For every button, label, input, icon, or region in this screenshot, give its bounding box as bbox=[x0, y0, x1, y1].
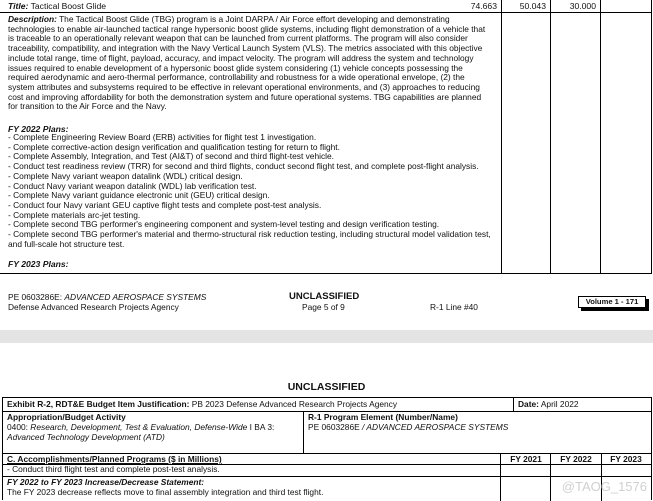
list-item: - Complete materials arc-jet testing. bbox=[8, 209, 141, 220]
row-divider bbox=[0, 12, 652, 13]
header-classification: UNCLASSIFIED bbox=[287, 381, 366, 393]
column-divider bbox=[550, 0, 551, 274]
budget-justification-table bbox=[2, 397, 652, 500]
footer-r1-line: R-1 Line #40 bbox=[430, 302, 478, 312]
volume-box: Volume 1 - 171 bbox=[578, 296, 646, 308]
increase-decrease-text: The FY 2023 decrease reflects move to final assembly integration and third test flight. bbox=[7, 487, 324, 497]
fy2022-plans-heading: FY 2022 Plans: bbox=[8, 124, 69, 134]
list-item: - Complete Navy variant guidance electronic unit (GEU) critical design. bbox=[8, 190, 270, 201]
r1-code: PE 0603286E bbox=[308, 422, 360, 432]
section-heading: C. Accomplishments/Planned Programs ($ in Millions) bbox=[7, 454, 222, 464]
appropriation-label: Appropriation/Budget Activity bbox=[7, 412, 126, 422]
date-cell bbox=[518, 400, 579, 410]
column-divider bbox=[550, 453, 551, 501]
list-item: - Complete second TBG performer's engineering component and system-level testing and design verification testing. bbox=[8, 219, 440, 230]
list-item: - Complete Assembly, Integration, and Test (AI&T) of second and third flight-test vehicle. bbox=[8, 151, 335, 162]
increase-decrease-heading: FY 2022 to FY 2023 Increase/Decrease Statement: bbox=[7, 477, 205, 487]
r1-element-label: R-1 Program Element (Number/Name) bbox=[308, 412, 458, 422]
footer-pe-name: ADVANCED AEROSPACE SYSTEMS bbox=[64, 292, 207, 302]
page-separator bbox=[0, 330, 653, 343]
appropriation-text: Research, Development, Test & Evaluation, Defense-Wide bbox=[30, 422, 248, 432]
footer-page-number: Page 5 of 9 bbox=[302, 302, 345, 312]
fy2021-value: 74.663 bbox=[470, 1, 497, 11]
exhibit-label: Exhibit R-2, RDT&E Budget Item Justification: bbox=[7, 399, 190, 409]
exhibit-value: PB 2023 Defense Advanced Research Projects Agency bbox=[191, 399, 398, 409]
program-description bbox=[8, 15, 488, 112]
appropriation-value bbox=[7, 423, 299, 443]
list-item: - Complete second TBG performer's material and thermo-structural risk reduction testing, including structural model validation test, and full-scale hot structure test. bbox=[8, 229, 491, 249]
exhibit-header bbox=[7, 400, 397, 410]
date-value: April 2022 bbox=[540, 399, 579, 409]
date-label: Date: bbox=[518, 399, 539, 409]
title-value: Tactical Boost Glide bbox=[30, 1, 107, 11]
program-title bbox=[8, 1, 106, 11]
fy2022-value: 50.043 bbox=[519, 1, 546, 11]
appropriation-ba: I BA 3: bbox=[249, 422, 275, 432]
title-label: Title: bbox=[8, 1, 29, 11]
footer-agency: Defense Advanced Research Projects Agency bbox=[8, 302, 179, 312]
watermark: @TAOG_1576 bbox=[561, 479, 647, 494]
fy2021-header: FY 2021 bbox=[510, 454, 542, 464]
r1-name: / ADVANCED AEROSPACE SYSTEMS bbox=[362, 422, 509, 432]
list-item: - Complete Engineering Review Board (ERB) activities for flight test 1 investigation. bbox=[8, 132, 317, 142]
r1-element-value bbox=[308, 423, 508, 433]
fy2023-header: FY 2023 bbox=[610, 454, 642, 464]
list-item: - Complete corrective-action design verification and qualification testing for return to flight. bbox=[8, 141, 340, 152]
footer-classification: UNCLASSIFIED bbox=[289, 291, 360, 302]
description-text: The Tactical Boost Glide (TBG) program is a Joint DARPA / Air Force effort developing and demonstrating technologies to enable air-launched tactical range hypersonic boost glide systems, including flight demonstration of a vehicle that is traceable to an operationally relevant weapon that can be launched from current platforms. The program will also consider traceability, compatibility, and integration with the Navy Vertical Launch System (VLS). The metrics associated with this objective include total range, time of flight, payload, accuracy, and impact velocity. The program will address the system and technology issues required to enable development of a hypersonic boost glide system considering (1) vehicle concepts possessing the required aerodynamic and aero-thermal performance, controllability and robustness for a wide operational envelope, (2) the system attributes and subsystems required to be effective in relevant operational environments, and (3) approaches to reducing cost and improving affordability for both the demonstration system and future operational systems. TBG capabilities are planned for transition to the Air Force and the Navy. bbox=[8, 14, 486, 112]
column-divider bbox=[501, 0, 502, 274]
column-divider bbox=[500, 453, 501, 501]
appropriation-text2: Advanced Technology Development (ATD) bbox=[7, 431, 165, 442]
list-item: - Conduct third flight test and complete post-test analysis. bbox=[7, 464, 220, 474]
fy2023-plans-heading: FY 2023 Plans: bbox=[8, 259, 69, 269]
column-divider bbox=[303, 411, 304, 453]
fy2022-header: FY 2022 bbox=[560, 454, 592, 464]
description-label: Description: bbox=[8, 14, 57, 24]
list-item: - Conduct Navy variant weapon datalink (WDL) lab verification test. bbox=[8, 180, 257, 191]
appropriation-code: 0400: bbox=[7, 422, 28, 432]
column-divider bbox=[513, 398, 514, 411]
fy2023-value: 30.000 bbox=[569, 1, 596, 11]
footer-pe-label: PE 0603286E: bbox=[8, 292, 63, 302]
footer-pe bbox=[8, 292, 206, 302]
list-item: - Complete Navy variant weapon datalink (WDL) critical design. bbox=[8, 170, 243, 181]
fy2022-plans-list bbox=[8, 133, 492, 249]
column-divider bbox=[600, 0, 601, 274]
list-item: - Conduct test readiness review (TRR) for second and third flights, conduct second flight test, and complete post-flight analysis. bbox=[8, 161, 479, 172]
list-item: - Conduct four Navy variant GEU captive flight tests and complete post-test analysis. bbox=[8, 199, 322, 210]
